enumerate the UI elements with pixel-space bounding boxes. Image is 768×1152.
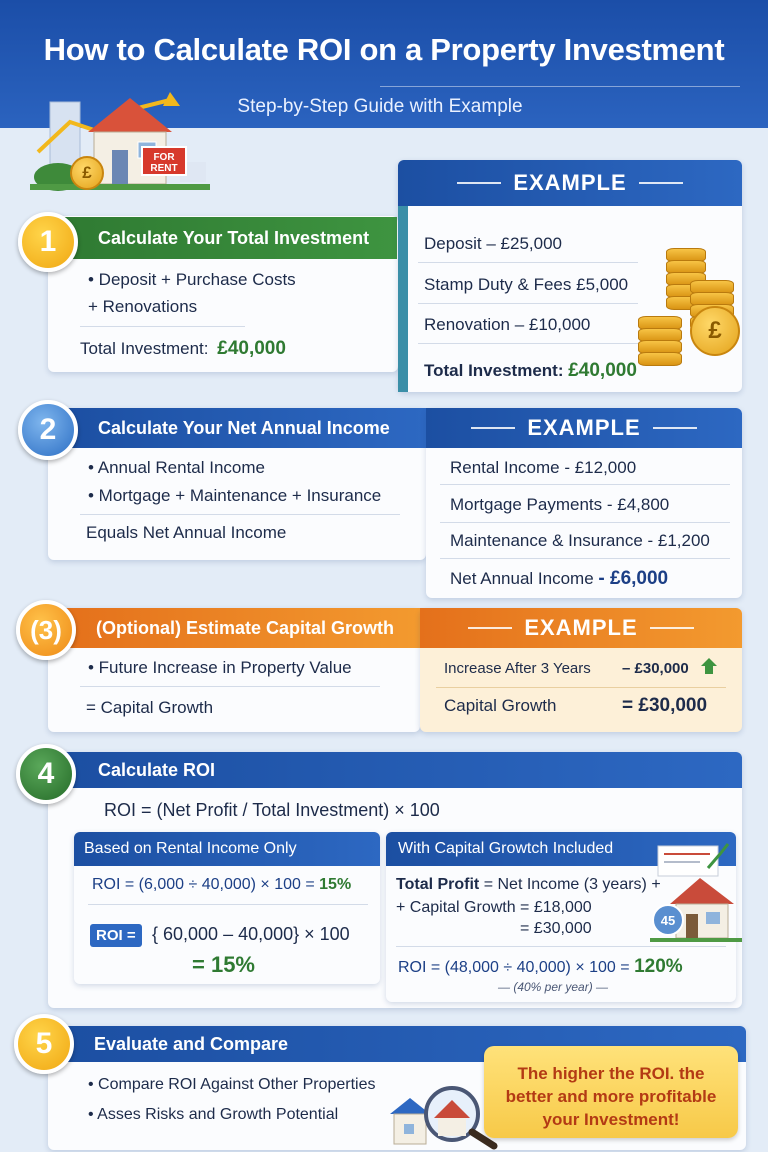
step2-title-band <box>60 408 426 448</box>
pound-coin-icon: £ <box>70 156 104 190</box>
example3-increase-value: – £30,000 <box>622 660 689 677</box>
step3-bullet1: • Future Increase in Property Value <box>88 658 352 677</box>
step2-result: Equals Net Annual Income <box>86 523 287 542</box>
step4-formula: ROI = (Net Profit / Total Investment) × 100 <box>104 800 440 820</box>
step2-bullet2: • Mortgage + Maintenance + Insurance <box>88 486 382 505</box>
roi-growth-per-year: — (40% per year) — <box>498 980 609 994</box>
step3-divider <box>80 686 380 687</box>
step1-example-label: EXAMPLE <box>513 170 627 195</box>
step2-example-label: EXAMPLE <box>527 415 641 440</box>
example1-row-deposit: Deposit – £25,000 <box>424 234 562 253</box>
example1-divider3 <box>418 343 638 344</box>
roi-rental-line1 <box>92 876 351 894</box>
step5-bullet2: • Asses Risks and Growth Potential <box>88 1106 339 1123</box>
step5-number-badge: 5 <box>14 1014 74 1074</box>
step2-divider <box>80 514 400 515</box>
step4-title-band <box>60 752 742 788</box>
roi-rental-result: 15% <box>319 876 352 893</box>
roi-growth-line2: + Capital Growth = £18,000 <box>396 899 592 916</box>
step3-example-header <box>420 608 742 648</box>
roi-growth-calc: ROI = (48,000 ÷ 40,000) × 100 = <box>398 959 630 976</box>
example1-row-stamp-duty: Stamp Duty & Fees £5,000 <box>424 275 629 294</box>
step3-number-badge: (3) <box>16 600 76 660</box>
roi-growth-line3: = £30,000 <box>520 920 592 937</box>
step1-example-left-bar <box>398 206 408 392</box>
roi-rental-line3: = 15% <box>192 952 255 977</box>
for-rent-sign: FOR RENT <box>141 146 187 176</box>
example2-row-mortgage: Mortgage Payments - £4,800 <box>450 495 670 514</box>
step5-title: Evaluate and Compare <box>94 1033 289 1054</box>
step2-bullet1: • Annual Rental Income <box>88 458 266 477</box>
step1-divider <box>80 326 245 327</box>
step5-bullet1: • Compare ROI Against Other Properties <box>88 1076 376 1093</box>
roi-growth-total-profit: Total Profit <box>396 876 480 893</box>
roi-callout: The higher the ROI. the better and more profitable your Investment! <box>484 1046 738 1138</box>
step2-title: Calculate Your Net Annual Income <box>98 417 390 438</box>
example1-divider1 <box>418 262 638 263</box>
example2-divider3 <box>440 558 730 559</box>
roi-growth-line4 <box>398 956 683 978</box>
example3-divider <box>436 687 726 688</box>
step1-total <box>80 338 286 360</box>
step2-example-header <box>426 408 742 448</box>
example2-row-maintenance: Maintenance & Insurance - £1,200 <box>450 531 710 550</box>
roi-rental-line2: { 60,000 – 40,000} × 100 <box>152 924 350 944</box>
example2-divider2 <box>440 522 730 523</box>
example3-capital-growth-label: Capital Growth <box>444 696 557 715</box>
roi-growth-title: With Capital Growtch Included <box>398 840 614 857</box>
example1-row-renovation: Renovation – £10,000 <box>424 315 591 334</box>
step1-number-badge: 1 <box>18 212 78 272</box>
step3-title-band <box>60 608 420 648</box>
roi-rental-calc: ROI = (6,000 ÷ 40,000) × 100 = <box>92 876 315 893</box>
step3-title: (Optional) Estimate Capital Growth <box>96 617 395 638</box>
step1-title-band <box>60 217 397 259</box>
example1-divider2 <box>418 303 638 304</box>
example1-total <box>424 360 637 382</box>
example1-total-value: £40,000 <box>568 360 637 381</box>
step1-total-value: £40,000 <box>217 338 286 359</box>
example3-increase-label: Increase After 3 Years <box>444 660 591 677</box>
example3-row-increase <box>444 660 591 677</box>
pound-coin-large-icon: £ <box>690 306 740 356</box>
roi-rental-divider <box>88 904 368 905</box>
roi-growth-badge: 45 <box>652 904 684 936</box>
example2-net-label: Net Annual Income <box>450 569 594 588</box>
subtitle-divider <box>380 86 740 87</box>
step1-bullet2: + Renovations <box>88 297 198 316</box>
roi-growth-divider <box>396 946 726 947</box>
step4-title: Calculate ROI <box>98 759 216 780</box>
step1-bullet1: • Deposit + Purchase Costs <box>88 270 296 289</box>
step3-example-label: EXAMPLE <box>524 615 638 640</box>
example2-net-value: - £6,000 <box>598 568 669 589</box>
step1-title: Calculate Your Total Investment <box>98 227 370 248</box>
example1-total-label: Total Investment: <box>424 361 564 380</box>
page-title: How to Calculate ROI on a Property Investment <box>43 32 725 67</box>
example2-row-rental: Rental Income - £12,000 <box>450 458 637 477</box>
house-illustration <box>30 92 210 192</box>
house-up-icon <box>700 657 718 675</box>
step3-result: = Capital Growth <box>86 698 214 717</box>
roi-growth-line1-rest: = Net Income (3 years) + <box>483 876 661 893</box>
step1-total-label: Total Investment: <box>80 339 209 358</box>
example2-divider1 <box>440 484 730 485</box>
roi-rental-header <box>74 832 380 866</box>
example3-capital-growth-value: = £30,000 <box>622 695 708 716</box>
page-subtitle: Step-by-Step Guide with Example <box>237 96 523 117</box>
step2-number-badge: 2 <box>18 400 78 460</box>
roi-growth-line1 <box>396 876 661 894</box>
example2-row-net <box>450 568 668 590</box>
step1-example-header <box>398 160 742 206</box>
roi-rental-title: Based on Rental Income Only <box>84 840 297 857</box>
step4-number-badge: 4 <box>16 744 76 804</box>
roi-tag: ROI = <box>90 924 142 947</box>
roi-growth-result: 120% <box>634 956 683 977</box>
